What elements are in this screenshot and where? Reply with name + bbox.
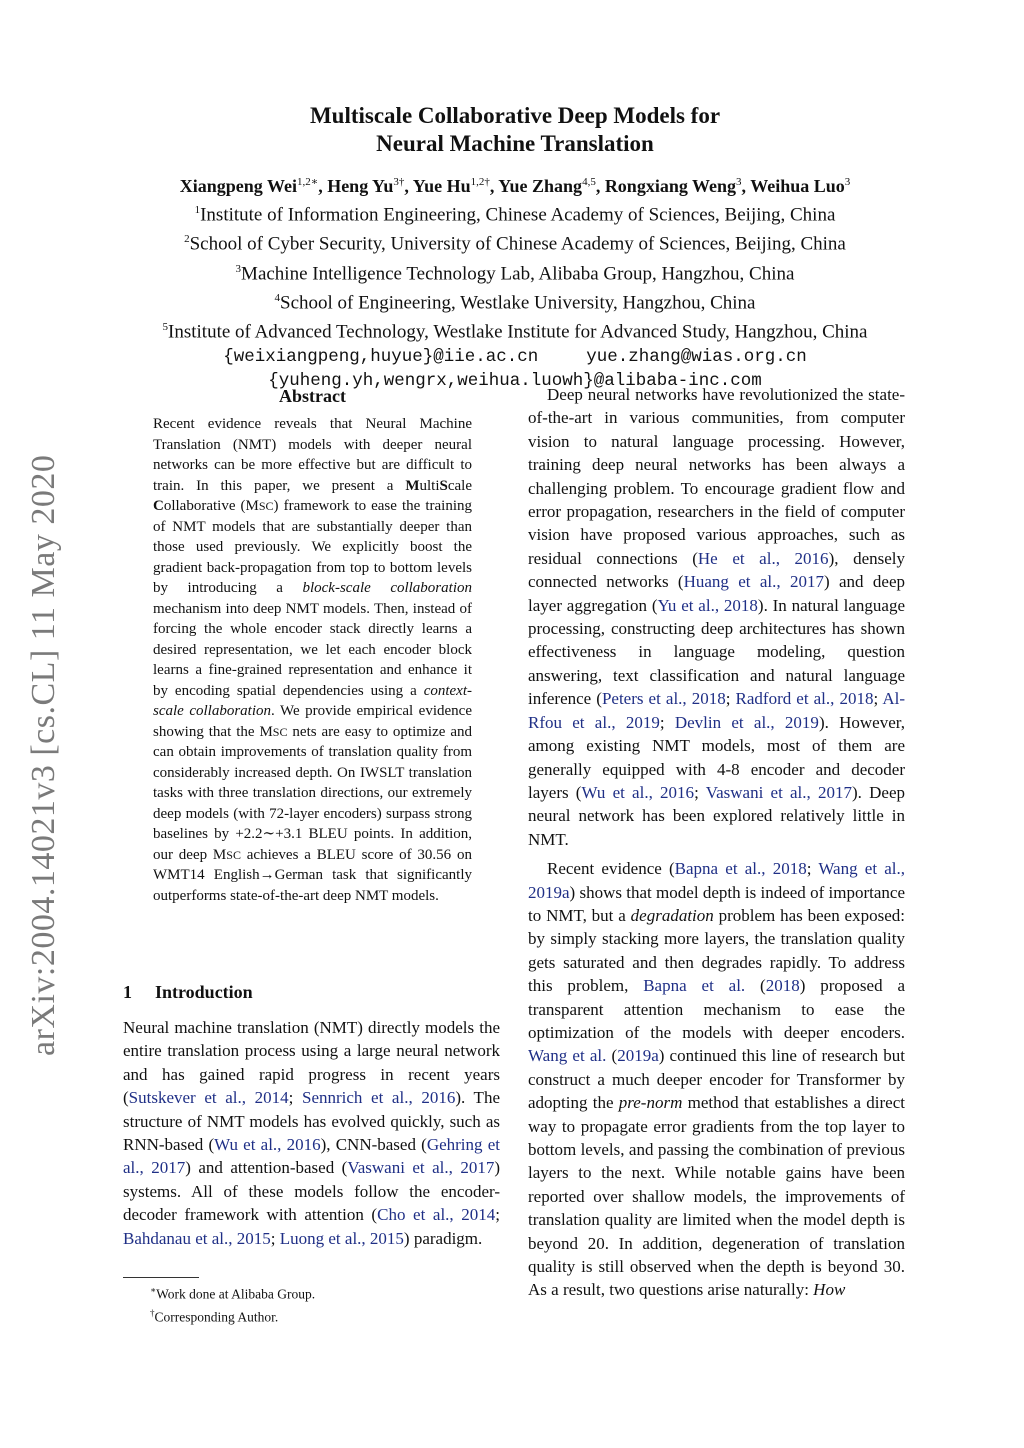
citation-link[interactable]: Devlin et al., 2019: [674, 712, 819, 732]
text-run: ollaborative (M: [163, 498, 259, 514]
text-run: ) systems. All of these models follow the encoder-decoder framework with attention (: [123, 1158, 501, 1225]
section-title: Introduction: [155, 982, 253, 1002]
author-affiliation-mark: 3†: [393, 176, 405, 188]
footnote-mark: ∗: [150, 1285, 157, 1295]
affiliation-mark: 4: [274, 291, 280, 304]
affiliation-list: [110, 198, 920, 345]
citation-link[interactable]: Gehring et al., 2017: [123, 1135, 500, 1178]
citation-link[interactable]: He et al., 2016: [697, 548, 829, 568]
text-run: (: [606, 1046, 618, 1066]
affiliation: [110, 315, 920, 344]
title-line-1: Multiscale Collaborative Deep Models for: [309, 103, 721, 128]
text-run: Recent evidence (: [547, 859, 675, 879]
text-run: ), densely connected networks (: [528, 548, 906, 592]
text-run: ) shows that model depth is indeed of importance to NMT, but a: [528, 882, 905, 925]
small-caps-text: SC: [272, 724, 288, 739]
citation-link[interactable]: Huang et al., 2017: [683, 572, 824, 592]
citation-link[interactable]: Bapna et al., 2018: [674, 859, 807, 879]
text-run: mechanism into deep NMT models. Then, instead of forcing the whole encoder stack directly learns a desired representation, we let each encoder block learns a fine-grained representation and enhance it by encoding spatial dependencies using a: [153, 600, 472, 699]
bold-letter: M: [405, 477, 420, 494]
text-run: ) and deep layer aggregation (: [528, 572, 905, 615]
author-name: Rongxiang Weng: [604, 176, 737, 196]
text-run: achieves a BLEU score of 30.56 on WMT14 English→German task that significantly outperforms state-of-the-art deep NMT models.: [153, 846, 472, 904]
bold-letter: S: [439, 477, 448, 494]
text-run: ). In natural language processing, constructing deep architectures has shown effectiveness in language modeling, question answering, text classification and natural language inference (: [528, 595, 905, 709]
author-separator: ,: [404, 176, 413, 196]
citation-link[interactable]: Cho et al., 2014: [377, 1205, 496, 1225]
intro-paragraph-2: [528, 383, 905, 851]
citation-link[interactable]: Wu et al., 2016: [214, 1135, 321, 1155]
affiliation-mark: 2: [184, 233, 190, 246]
footnote-text: Corresponding Author.: [154, 1309, 279, 1324]
text-run: ulti: [419, 477, 440, 494]
intro-paragraph-1: [123, 1016, 500, 1250]
citation-link[interactable]: Radford et al., 2018: [735, 689, 874, 709]
text-run: Neural machine translation (NMT) directly models the entire translation process using a large neural network and has gained rapid progress in recent years (: [123, 1018, 500, 1108]
abstract-heading: Abstract: [279, 386, 346, 406]
citation-link[interactable]: 2018: [765, 976, 800, 996]
text-run: problem has been exposed: by simply stacking more layers, the translation quality gets saturated and then degrades rapidly. To address this problem,: [528, 905, 905, 996]
text-run: ) framework to ease the training of NMT models that are substantially deeper than those used previously. We explicitly boost the gradient back-propagation from top to bottom levels by introducing a: [153, 498, 472, 596]
text-run: . We provide empirical evidence showing that the M: [153, 703, 472, 740]
citation-link[interactable]: Al-Rfou et al., 2019: [528, 689, 905, 732]
citation-link[interactable]: 2019a: [617, 1046, 659, 1066]
affiliation: [110, 286, 920, 315]
footnotes: [150, 1281, 315, 1326]
text-run: ), CNN-based (: [320, 1135, 427, 1155]
left-column: [123, 1016, 500, 1250]
affiliation-text: School of Engineering, Westlake University, Hangzhou, China: [280, 292, 756, 314]
text-run: ). However, among existing NMT models, most of them are generally equipped with 4-8 encoder and decoder layers (: [528, 712, 905, 802]
text-run: nets are easy to optimize and can obtain improvements of translation quality from considerably increased depth. On IWSLT translation tasks with three translation directions, our extremely deep models (with 72-layer encoders) surpass strong baselines by +2.2∼+3.1 BLEU points. In addition, our deep M: [153, 723, 473, 863]
text-run: method that establishes a direct way to propagate error gradients from the top layer to bottom levels, and passing the combination of previous layers to the next. While notable gains have been reported over shallow models, the improvements of translation quality are limited when the model depth is beyond 20. In addition, degeneration of translation quality is still observed when the depth is beyond 30. As a result, two questions arise naturally:: [528, 1093, 905, 1300]
author-affiliation-mark: 1,2∗: [296, 176, 319, 188]
affiliation-mark: 3: [235, 262, 242, 275]
text-run: Deep neural networks have revolutionized the state-of-the-art in various communities, from computer vision to natural language processing. However, training deep neural networks has been always a challenging problem. To encourage gradient flow and error propagation, researchers in the field of computer vision have proposed various approaches, such as residual connections (: [528, 385, 905, 568]
right-column: [528, 383, 905, 1302]
footnote: [150, 1304, 315, 1327]
paper-title: [110, 102, 920, 158]
text-run: ;: [725, 689, 736, 709]
text-run: ;: [270, 1228, 280, 1248]
author-separator: ,: [489, 176, 499, 196]
intro-paragraph-3: [528, 857, 905, 1302]
author-name: Yue Zhang: [498, 176, 583, 196]
bold-letter: C: [153, 498, 164, 514]
emphasis-text: degradation: [630, 905, 714, 925]
citation-link[interactable]: Sutskever et al., 2014: [128, 1088, 289, 1108]
author-separator: ,: [318, 176, 328, 196]
citation-link[interactable]: Wang et al., 2019a: [528, 859, 906, 902]
small-caps-text: SC: [226, 847, 241, 862]
footnote-rule: [123, 1277, 199, 1278]
author-name: Xiangpeng Wei: [179, 176, 297, 196]
email-wias[interactable]: yue.zhang@wias.org.cn: [586, 346, 807, 367]
text-run: ). Deep neural network has been explored relatively little in NMT.: [528, 782, 906, 849]
text-run: (: [745, 976, 766, 996]
author-name: Weihua Luo: [750, 176, 845, 196]
affiliation-mark: 1: [194, 204, 201, 216]
author-separator: ,: [741, 176, 751, 196]
citation-link[interactable]: Wu et al., 2016: [581, 782, 695, 802]
text-run: ;: [495, 1205, 500, 1225]
text-run: ;: [806, 859, 819, 879]
text-run: ;: [873, 689, 883, 709]
author-affiliation-mark: 3: [736, 176, 742, 188]
section-heading-introduction: [123, 980, 253, 1004]
abstract-section: [153, 384, 472, 906]
citation-link[interactable]: Vaswani et al., 2017: [347, 1158, 495, 1178]
text-run: Recent evidence reveals that Neural Machine Translation (NMT) models with deeper neural networks can be more effective but are difficult to train. In this paper, we present a: [153, 416, 472, 494]
affiliation: [110, 227, 920, 256]
citation-link[interactable]: Vaswani et al., 2017: [705, 782, 853, 802]
affiliation-text: Institute of Information Engineering, Chinese Academy of Sciences, Beijing, China: [200, 204, 836, 226]
citation-link[interactable]: Sennrich et al., 2016: [301, 1088, 456, 1108]
section-number: 1: [123, 982, 132, 1002]
citation-link[interactable]: Bahdanau et al., 2015: [123, 1228, 271, 1248]
footnote-mark: †: [150, 1307, 155, 1318]
text-run: ) paradigm.: [403, 1228, 483, 1248]
email-alibaba[interactable]: {yuheng.yh,wengrx,weihua.luowh}@alibaba-inc.com: [268, 370, 762, 391]
text-run: cale: [447, 477, 472, 494]
text-run: ) proposed a transparent attention mechanism to ease the optimization of the models with deeper encoders.: [528, 976, 906, 1042]
affiliation-text: Machine Intelligence Technology Lab, Alibaba Group, Hangzhou, China: [241, 262, 795, 284]
text-run: ;: [288, 1088, 302, 1108]
paper-header: [110, 102, 920, 393]
text-run: ) and attention-based (: [185, 1158, 348, 1178]
affiliation: [110, 198, 920, 227]
text-run: ;: [694, 782, 706, 802]
author-affiliation-mark: 1,2†: [470, 176, 490, 188]
text-run: ). The structure of NMT models has evolved quickly, such as RNN-based (: [123, 1088, 500, 1155]
citation-link[interactable]: Wang et al.: [528, 1046, 607, 1066]
affiliation-text: Institute of Advanced Technology, Westlake Institute for Advanced Study, Hangzhou, China: [168, 321, 868, 343]
citation-link[interactable]: Luong et al., 2015: [279, 1228, 404, 1248]
small-caps-text: SC: [258, 499, 274, 513]
arxiv-identifier: arXiv:2004.14021v3 [cs.CL] 11 May 2020: [25, 454, 62, 1056]
citation-link[interactable]: Yu et al., 2018: [657, 595, 758, 615]
affiliation-mark: 5: [162, 321, 169, 334]
author-name: Heng Yu: [327, 176, 394, 196]
emphasis-text: context-scale collaboration: [153, 682, 472, 719]
affiliation: [110, 257, 920, 286]
email-line-1: [110, 345, 920, 369]
citation-link[interactable]: Peters et al., 2018: [601, 689, 726, 709]
author-list: [110, 170, 920, 198]
citation-link[interactable]: Bapna et al.: [643, 976, 746, 996]
emphasis-text: How: [813, 1280, 846, 1300]
emphasis-text: pre-norm: [618, 1093, 683, 1113]
author-affiliation-mark: 3: [844, 176, 851, 188]
text-run: ) continued this line of research but construct a much deeper encoder for Transformer by adopting the: [528, 1046, 905, 1113]
email-iie[interactable]: {weixiangpeng,huyue}@iie.ac.cn: [223, 346, 539, 367]
text-run: ;: [659, 712, 675, 732]
footnote: [150, 1281, 315, 1304]
affiliation-text: School of Cyber Security, University of Chinese Academy of Sciences, Beijing, China: [189, 233, 846, 255]
author-separator: ,: [595, 176, 605, 196]
title-line-2: Neural Machine Translation: [376, 131, 654, 156]
footnote-text: Work done at Alibaba Group.: [156, 1286, 316, 1302]
emphasis-text: block-scale collaboration: [302, 580, 472, 596]
abstract-text: [153, 414, 472, 906]
author-name: Yue Hu: [412, 176, 471, 196]
author-affiliation-mark: 4,5: [582, 176, 596, 188]
